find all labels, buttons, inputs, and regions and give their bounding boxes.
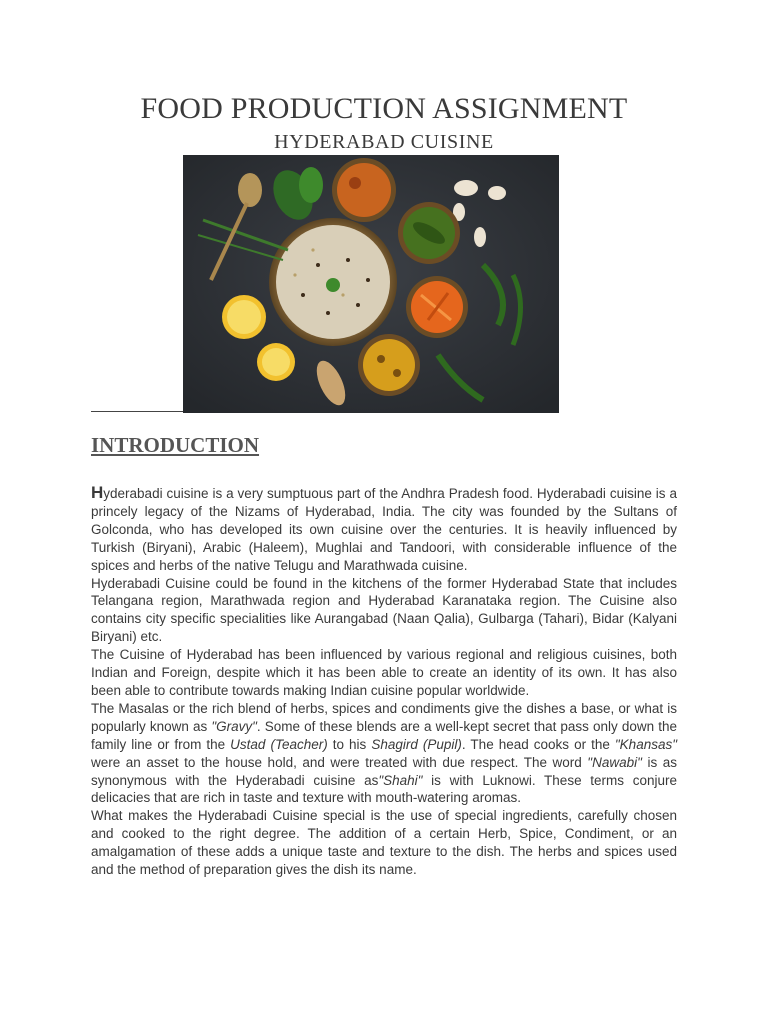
curry-bowl (332, 158, 396, 222)
body-text (91, 484, 677, 879)
dropcap: H (91, 483, 104, 502)
p4-text-e: were an asset to the house hold, and were treated with due respect. The word (91, 754, 588, 770)
term-shahi: "Shahi" (378, 772, 423, 788)
chili-bowl (398, 202, 460, 264)
term-ustad: Ustad (Teacher) (230, 736, 328, 752)
term-nawabi: "Nawabi" (587, 754, 642, 770)
term-gravy: "Gravy" (211, 718, 257, 734)
yellow-curry-bowl (358, 334, 420, 396)
page-title: FOOD PRODUCTION ASSIGNMENT (140, 92, 628, 125)
paragraph-1-text: yderabadi cuisine is a very sumptuous part of the Andhra Pradesh food. Hyderabadi cuisine is a princely legacy of the Nizams of Hyderabad, India. The city was founded by the Sultans of Golconda, who has developed its own cuisine over the centuries. It is heavily influenced by Turkish (Biryani), Arabic (Haleem), Mughlai and Tandoori, with considerable influence of the spices and herbs of the native Telugu and Marathwada cuisine. (91, 486, 677, 573)
food-photo (183, 155, 559, 413)
paragraph-1 (91, 484, 677, 575)
p4-text-b: . Some of these blends are a well-kept secret that pass only down the family line or from the (91, 718, 677, 752)
p4-text-a: The Masalas or the rich blend of herbs, spices and condiments give the dishes a base, or what is popularly known as (91, 700, 677, 734)
p4-text-d: . The head cooks or the (461, 736, 615, 752)
paragraph-5: What makes the Hyderabadi Cuisine special is the use of special ingredients, carefully chosen and cooked to the right degree. The addition of a certain Herb, Spice, Condiment, or an amalgamation of these adds a unique taste and texture to the dish. The herbs and spices used and the method of preparation gives the dish its name. (91, 808, 677, 878)
page-subtitle: HYDERABAD CUISINE (274, 131, 494, 153)
paragraph-4 (91, 700, 677, 807)
p4-text-f: is as synonymous with the Hyderabadi cuisine as (91, 754, 677, 788)
horizontal-rule (91, 411, 183, 412)
p4-text-g: is with Luknowi. These terms conjure delicacies that are rich in taste and texture with mouth-watering aromas. (91, 772, 677, 806)
paragraph-3: The Cuisine of Hyderabad has been influenced by various regional and religious cuisines, both Indian and Foreign, despite which it has been able to create an identity of its own. It has also been able to contribute towards making Indian cuisine popular worldwide. (91, 647, 677, 698)
carrot-bowl (406, 276, 468, 338)
p4-text-c: to his (327, 736, 372, 752)
term-khansas: "Khansas" (614, 736, 678, 752)
paragraph-2: Hyderabadi Cuisine could be found in the kitchens of the former Hyderabad State that includes Telangana region, Marathwada region and Hyderabad Karanataka region. The Cuisine also contains city specific specialities like Aurangabad (Naan Qalia), Gulbarga (Tahari), Bidar (Kalyani Biryani) etc. (91, 575, 677, 645)
term-shagird: Shagird (Pupil) (371, 736, 462, 752)
section-heading: INTRODUCTION (91, 433, 260, 457)
biryani-plate (269, 218, 397, 346)
